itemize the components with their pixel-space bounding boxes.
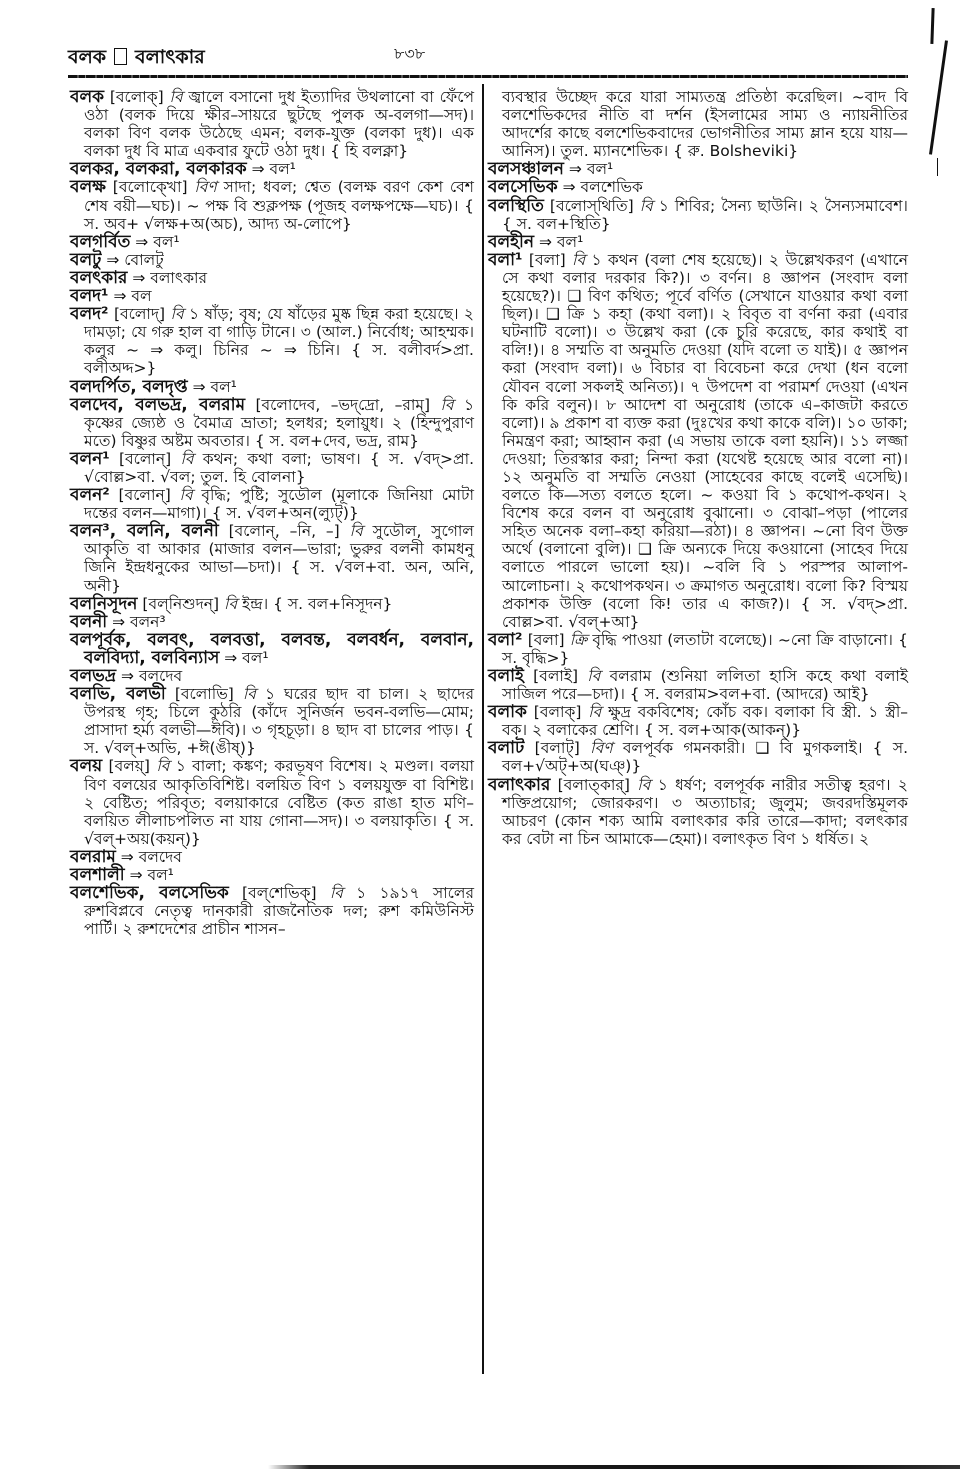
entry-headword: বলক্ষ [70, 177, 106, 198]
dictionary-entry [70, 613, 474, 631]
entry-part-of-speech: বি [170, 305, 184, 324]
dictionary-entry [70, 757, 474, 847]
entry-headword: বলাক [488, 702, 527, 723]
dictionary-entry [488, 739, 908, 775]
dictionary-entry [488, 88, 908, 160]
square-icon [114, 48, 127, 65]
entry-headword: বলন¹ [70, 448, 110, 469]
entry-definition: ব্যবস্থার উচ্ছেদ করে যারা সাম্যতন্ত্র প্রতিষ্ঠা করেছিল। ~বাদ বি বলশেভিকদের নীতি বা দর্শন (ইসলামের সাম্য ও ন্যায়নীতির আদর্শের কাছে বলশেভিকবাদের ভোগনীতির সাম্য ম্লান হয়ে যায়—আনিস)। তুল. ম্যানশেভিক। { রু. Bolsheviki} [502, 88, 908, 161]
dictionary-entry [70, 595, 474, 613]
dictionary-entry [70, 486, 474, 522]
dictionary-entry [70, 848, 474, 866]
entry-part-of-speech: বি [349, 522, 363, 541]
margin-scan-mark [930, 8, 934, 44]
dictionary-entry [488, 197, 908, 233]
entry-part-of-speech: বি [440, 395, 454, 414]
entry-pronunciation: [বলোক্খো] [112, 178, 188, 197]
entry-pronunciation: [বলোন্] [118, 449, 172, 468]
entry-definition: সুডৌল, সুগোল আকৃতি বা আকার (মাজার বলন—ভারা; ভুরুর বলনী কামধনু জিনি ইন্দ্রধনুকের আভা—চদা)। { স. √বল+বা. অন, অনি, অনী} [84, 522, 474, 595]
entry-definition: ১ শিবির; সৈন্য ছাউনি। ২ সৈন্যসমাবেশ। { স. বল+স্থিতি} [502, 196, 908, 233]
entry-pronunciation: [বলোস্‌থিতি] [549, 196, 634, 215]
dictionary-entry [488, 178, 908, 196]
entry-definition: ⇒ বল¹ [192, 377, 237, 396]
entry-definition: ১ ঘরের ছাদ বা চাল। ২ ছাদের উপরস্থ গৃহ; চিলে কুঠরি (কাঁদে সুনির্জন ভবন-বলভি—মোম; প্রাসাদা হর্ম্য বলভী—ঈবি)। ৩ গৃহচূড়া। ৪ ছাদ বা চালের পাড়। { স. √বল্+অভি, +ঈ(ঙীষ্)} [84, 685, 474, 758]
entry-headword: বলহীন [488, 231, 535, 252]
entry-definition: সাদা; ধবল; শ্বেত (বলক্ষ বরণ কেশ বেশ শেষ বয়ী—ঘচ)। ~ পক্ষ বি শুক্লপক্ষ (পূজহ বলক্ষপক্ষে—ঘচ)। { স. অব+ √লক্ষ+অ(অচ), আদ্য অ-লোপে} [84, 178, 474, 233]
entry-headword: বলপূর্বক, বলবৎ, বলবত্তা, বলবন্ত, বলবর্ধন, বলবান, বলবিদ্যা, বলবিন্যাস [70, 629, 474, 668]
entry-pronunciation: [বলয়্] [108, 757, 150, 776]
entry-headword: বলকর, বলকরা, বলকারক [70, 159, 247, 180]
entry-definition: ⇒ বল¹ [568, 160, 614, 179]
entry-part-of-speech: বি [637, 775, 651, 794]
entry-pronunciation: [বলোদেব, –ভদ্‌দ্রো, –রাম্] [255, 395, 431, 414]
entry-part-of-speech: বি [156, 757, 170, 776]
entry-pronunciation: [বলোন্] [118, 486, 171, 505]
running-head [68, 44, 205, 70]
entry-pronunciation: [বলাত্‌কার্] [557, 775, 630, 794]
dictionary-entry [488, 776, 908, 848]
entry-pronunciation: [বলোভি] [174, 685, 234, 704]
entry-headword: বলভদ্র [70, 666, 117, 686]
entry-headword: বলস্থিতি [488, 195, 544, 216]
guide-word-last: বলাৎকার [135, 46, 205, 68]
dictionary-entry [488, 233, 908, 251]
entry-part-of-speech: বি [639, 196, 653, 215]
entry-pronunciation: [বলোক্] [109, 88, 164, 106]
entry-definition: ১ ১৯১৭ সালের রুশবিপ্লবে নেতৃত্ব দানকারী রাজনৈতিক দল; রুশ কমিউনিস্ট পার্টি। ২ রুশদেশের প্রাচীন শাসন– [84, 884, 474, 939]
entry-headword: বলক [70, 87, 105, 107]
margin-scan-mark [937, 158, 938, 176]
entry-headword: বলটু [70, 249, 102, 270]
dictionary-entry [70, 233, 474, 251]
entry-headword: বলন² [70, 485, 110, 506]
dictionary-entry [70, 178, 474, 232]
dictionary-entry [70, 667, 474, 685]
entry-definition: বলরাম (শুনিয়া ললিতা হাসি কহে কথা বলাই সাজিল পরে—চদা)। { স. বলরাম>বল+বা. (আদরে) আই} [502, 667, 908, 704]
entry-definition: ⇒ বোলটু [106, 250, 164, 269]
entry-part-of-speech: ক্রি [569, 630, 588, 649]
entry-definition: কথন; কথা বলা; ভাষণ। { স. √বদ্>প্রা. √বোল্ল>বা. √বল; তুল. হি বোলনা} [84, 449, 474, 486]
entry-definition: ⇒ বল¹ [539, 232, 584, 251]
entry-part-of-speech: বি [588, 703, 602, 722]
dictionary-entry [70, 866, 474, 884]
entry-pronunciation: [বলা] [527, 630, 565, 649]
dictionary-entry [70, 160, 474, 178]
right-column [488, 88, 908, 848]
entry-definition: ১ বালা; কঙ্কণ; করভূষণ বিশেষ। ২ মণ্ডল। বলয়া বিণ বলয়ের আকৃতিবিশিষ্ট। বলয়িত বিণ ১ বলয়যুক্ত বা বিশিষ্ট। ২ বেষ্টিত; পরিবৃত; বলয়াকারে বেষ্টিত (কত রাঙা হাত মণি–বলয়িত লীলাচপলিত না যায় গোনা—সদ)। ৩ বলয়াকৃতি। { স. √বল্+অয়(কয়ন্)} [84, 757, 474, 848]
entry-part-of-speech: বি [572, 250, 586, 269]
entry-part-of-speech: বি [179, 486, 193, 505]
entry-pronunciation: [বলা] [528, 250, 566, 269]
column-divider [482, 84, 484, 1374]
entry-definition: জ্বালে বসানো দুধ ইত্যাদির উথলানো বা ফেঁপে ওঠা (বলক দিয়ে ক্ষীর–সায়রে ছুটছে পুলক অ-বলগা—সদ)। বলকা বিণ বলক উঠেছে এমন; বলক-যুক্ত (বলকা দুধ)। এক বলকা দুধ বি মাত্র একবার ফুটে ওঠা দুধ। { হি বলক্না} [84, 88, 475, 161]
entry-part-of-speech: বি [169, 88, 183, 106]
entry-headword: বলা¹ [488, 249, 523, 270]
dictionary-entry [70, 396, 474, 450]
dictionary-entry [488, 667, 908, 703]
entry-definition: ইন্দ্র। { স. বল+নিসূদন} [242, 594, 393, 613]
entry-headword: বলন³, বলনি, বলনী [70, 521, 219, 542]
entry-part-of-speech: বি [329, 884, 343, 903]
dictionary-entry [70, 450, 474, 486]
entry-definition: ⇒ বল¹ [224, 648, 269, 667]
entry-headword: বলয় [70, 756, 103, 777]
entry-definition: বৃদ্ধি পাওয়া (লতাটা বলেছে)। ~নো ক্রি বাড়ানো। { স. বৃদ্ধি>} [502, 630, 909, 667]
entry-headword: বলসঞ্চালন [488, 159, 564, 180]
page-number: ৮৩৮ [394, 44, 426, 63]
entry-headword: বলাই [488, 666, 524, 686]
entry-part-of-speech: বিণ [590, 739, 613, 758]
entry-definition: বলপূর্বক গমনকারী। ❑ বি মুগকলাই। { স. বল+√অট্+অ(ঘঞ্)} [502, 739, 908, 776]
entry-definition: ক্ষুদ্র বকবিশেষ; কোঁচ বক। বলাকা বি স্ত্রী. ১ স্ত্রী–বক। ২ বলাকের শ্রেণি। { স. বল+আক(আকন্)} [502, 703, 909, 740]
dictionary-entry [70, 88, 474, 160]
entry-headword: বলনিসূদন [70, 593, 138, 614]
bottom-scan-smudge [268, 1465, 960, 1469]
entry-headword: বলনী [70, 611, 108, 632]
entry-part-of-speech: বি [224, 594, 238, 613]
entry-headword: বলদর্পিত, বলদৃপ্ত [70, 376, 188, 397]
entry-part-of-speech: বিণ [194, 178, 217, 197]
entry-headword: বলদ¹ [70, 286, 109, 307]
guide-word-first: বলক [68, 46, 107, 68]
entry-definition: ১ কৃষ্ণের জ্যেষ্ঠ ও বৈমাত্র ভ্রাতা; হলধর; হলায়ুধ। ২ (হিন্দুপুরাণ মতে) বিষ্ণুর অষ্টম অবতার। { স. বল+দেব, ভদ্র, রাম} [84, 395, 474, 450]
page-header [68, 44, 906, 74]
entry-definition: ⇒ বল¹ [135, 232, 180, 251]
entry-definition: ⇒ বলাৎকার [132, 268, 208, 287]
entry-definition: ১ ধর্ষণ; বলপূর্বক নারীর সতীত্ব হরণ। ২ শক্তিপ্রয়োগ; জোরকরণ। ৩ অত্যাচার; জুলুম; জবরদস্তিমূলক আচরণ (কোন শক্য আমি বলাৎকার করি তারে—কাদা; বলৎকার কর বেটা না চিন আমাকে—হেমা)। বলাৎকৃত বিণ ১ ধর্ষিত। ২ [502, 775, 908, 848]
entry-pronunciation: [বলোন্, –নি, –] [228, 522, 340, 541]
dictionary-entry [70, 522, 474, 594]
entry-headword: বলা² [488, 629, 523, 650]
dictionary-entry [70, 251, 474, 269]
entry-pronunciation: [বল্‌নিশুদন্] [142, 594, 220, 613]
entry-headword: বলসেভিক [488, 177, 558, 198]
entry-part-of-speech: বি [242, 685, 256, 704]
dictionary-entry [488, 703, 908, 739]
dictionary-entry [488, 251, 908, 631]
dictionary-entry [488, 631, 908, 667]
entry-definition: ⇒ বলদেব [121, 667, 183, 685]
entry-headword: বলশেভিক, বলসেভিক [70, 883, 229, 904]
left-column [70, 88, 474, 938]
entry-part-of-speech: বি [587, 667, 601, 685]
dictionary-entry [70, 631, 474, 667]
entry-definition: ⇒ বলন³ [112, 612, 166, 631]
dictionary-entry [70, 685, 474, 757]
entry-headword: বলাট [488, 738, 525, 759]
dictionary-entry [70, 287, 474, 305]
entry-definition: ⇒ বল¹ [251, 160, 296, 179]
entry-headword: বলাৎকার [488, 774, 551, 795]
entry-headword: বলভি, বলভী [70, 684, 166, 705]
dictionary-entry [70, 884, 474, 938]
entry-headword: বলগর্বিত [70, 231, 131, 252]
entry-pronunciation: [বলাট্] [534, 739, 580, 758]
entry-headword: বলদেব, বলভদ্র, বলরাম [70, 394, 246, 415]
entry-headword: বলরাম [70, 846, 116, 867]
entry-definition: ১ ষাঁড়; বৃষ; যে ষাঁড়ের মুষ্ক ছিন্ন করা হয়েছে। ২ দামড়া; যে গরু হাল বা গাড়ি টানে। ৩ (আল.) নির্বোধ; আহম্মক। কলুর ~ ⇒ কলু। চিনির ~ ⇒ চিনি। { স. বলীবর্দ>প্রা. বলীঅদ্দ>} [84, 305, 474, 378]
dictionary-entry [70, 269, 474, 287]
entry-definition: ⇒ বলশেভিক [562, 178, 643, 197]
entry-headword: বলশালী [70, 865, 125, 886]
entry-part-of-speech: বি [180, 449, 194, 468]
dictionary-entry [70, 305, 474, 377]
margin-scan-mark [929, 40, 948, 154]
entry-definition: ⇒ বলদেব [120, 847, 182, 866]
entry-headword: বলৎকার [70, 267, 128, 288]
entry-pronunciation: [বল্‌শেভিক্] [242, 884, 317, 903]
entry-pronunciation: [বলাই] [533, 667, 578, 685]
dictionary-entry [488, 160, 908, 178]
entry-headword: বলদ² [70, 304, 109, 325]
entry-pronunciation: [বলাক্] [533, 703, 582, 722]
header-rule [68, 75, 908, 78]
dictionary-entry [70, 378, 474, 396]
entry-pronunciation: [বলোদ্] [113, 305, 166, 324]
entry-definition: বৃদ্ধি; পুষ্টি; সুডৌল (মূলাকে জিনিয়া মোটা দন্তের বলন—মাগা)। { স. √বল+অন(ল্যুট্)} [84, 486, 474, 523]
entry-definition: ⇒ বল [113, 287, 152, 306]
entry-definition: ⇒ বল¹ [129, 866, 174, 885]
entry-definition: ১ কথন (বলা শেষ হয়েছে)। ২ উল্লেখকরণ (এখানে সে কথা বলার দরকার কি?)। ৩ বর্ণন। ৪ জ্ঞাপন (সংবাদ বলা হয়েছে?)। ❑ বিণ কথিত; পূর্বে বর্ণিত (সেখানে যাওয়ার কথা বলা ছিল)। ❑ ক্রি ১ কহা (কথা বলা)। ২ বিবৃত বা বর্ণনা করা (এবার ঘটনাটি বলো)। ৩ উল্লেখ করা (কে চুরি করেছে, কার কথাই বা বলি!)। ৪ সম্মতি বা অনুমতি দেওয়া (যদি বলো ত যাই)। ৫ জ্ঞাপন করা (সংবাদ বলা)। ৬ বিচার বা বিবেচনা করে দেখা (ধন বলো যৌবন বলো সকলই অনিত্য)। ৭ উপদেশ বা পরামর্শ দেওয়া (এখন কি করি বলুন)। ৮ আদেশ বা অনুরোধ (তাকে এ–কাজটা করতে বলো)। ৯ প্রকাশ বা ব্যক্ত করা (দুঃখের কথা কাকে বলি)। ১০ ডাকা; নিমন্ত্রণ করা; আহ্বান করা (এ সভায় তাকে বলা হয়নি)। ১১ লজ্জা দেওয়া; তিরস্কার করা; নিন্দা করা (যথেষ্ট হয়েছে আর বলো না)। ১২ অনুমতি বা সম্মতি নেওয়া (সাহেবের কাছে বলেই এসেছি)। বলতে কি—সত্য বলতে হলে। ~ কওয়া বি ১ কথোপ-কথন। ২ বিশেষ করে বলন বা অনুরোধ বুঝানো। ৩ বোঝা–পড়া (পালের সহিত অনেক বলা–কহা করিয়া—রঠা)। ৪ জ্ঞাপন। ~নো বিণ উক্ত অর্থে (বলানো বুলি)। ❑ ক্রি অন্যকে দিয়ে কওয়ানো (সাহেব দিয়ে বলাতে পারলে ভালো হয়)। ~বলি বি ১ পরস্পর আলাপ-আলোচনা। ২ কথোপকথন। ৩ ক্রমাগত অনুরোধ। বলো কি? বিস্ময় প্রকাশক উক্তি (বলো কি! তার এ কাজ?)। { স. √বদ্>প্রা. বোল্ল>বা. √বল্+আ} [502, 250, 908, 631]
